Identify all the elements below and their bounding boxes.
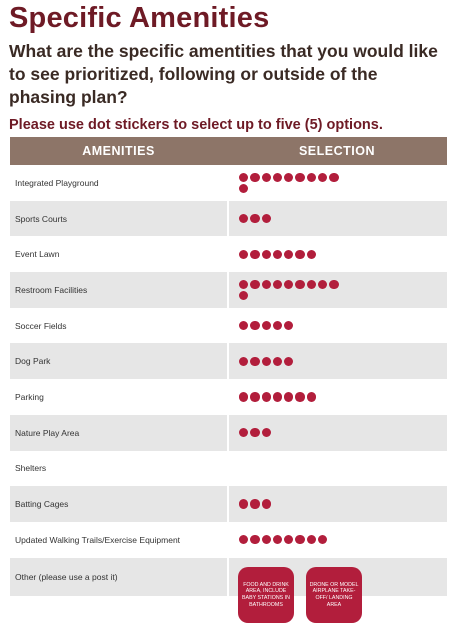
dot-sticker xyxy=(239,291,248,300)
dot-sticker xyxy=(239,535,248,544)
amenity-label: Event Lawn xyxy=(15,249,60,260)
dot-sticker xyxy=(250,173,259,182)
dot-sticker xyxy=(307,392,316,401)
dot-sticker xyxy=(250,321,259,330)
dot-sticker xyxy=(262,214,271,223)
dot-sticker xyxy=(273,280,282,289)
amenity-label: Integrated Playground xyxy=(15,177,99,188)
dot-sticker xyxy=(262,392,271,401)
dot-sticker xyxy=(307,535,316,544)
dot-sticker xyxy=(262,321,271,330)
post-it-note: DRONE OR MODEL AIRPLANE TAKE-OFF/ LANDING AREA xyxy=(306,567,362,623)
dot-sticker-group xyxy=(239,321,339,330)
column-header-amenities: AMENITIES xyxy=(82,144,155,158)
dot-sticker xyxy=(250,357,259,366)
dot-sticker xyxy=(239,250,248,259)
selection-cell xyxy=(227,165,447,201)
selection-cell xyxy=(227,236,447,272)
dot-sticker xyxy=(262,428,271,437)
dot-sticker xyxy=(250,280,259,289)
dot-sticker xyxy=(250,428,259,437)
table-row xyxy=(10,379,447,415)
amenity-label: Nature Play Area xyxy=(15,427,80,438)
table-row xyxy=(10,165,447,201)
dot-sticker xyxy=(273,535,282,544)
dot-sticker xyxy=(262,280,271,289)
selection-cell xyxy=(227,308,447,344)
dot-sticker xyxy=(284,357,293,366)
dot-sticker xyxy=(239,184,248,193)
amenity-label: Sports Courts xyxy=(15,213,67,224)
dot-sticker xyxy=(239,214,248,223)
amenity-label: Soccer Fields xyxy=(15,320,67,331)
table-row xyxy=(10,308,447,344)
dot-sticker xyxy=(284,280,293,289)
dot-sticker xyxy=(262,250,271,259)
selection-cell xyxy=(227,415,447,451)
dot-sticker xyxy=(329,173,338,182)
amenity-label: Parking xyxy=(15,391,44,402)
selection-cell xyxy=(227,272,447,308)
post-it-note: FOOD AND DRINK AREA, INCLUDE BABY STATIONS IN BATHROOMS xyxy=(238,567,294,623)
dot-sticker xyxy=(284,250,293,259)
dot-sticker xyxy=(273,392,282,401)
dot-sticker xyxy=(273,321,282,330)
dot-sticker-group xyxy=(239,357,339,366)
dot-sticker xyxy=(262,173,271,182)
dot-sticker xyxy=(239,280,248,289)
survey-question: What are the specific amentities that you would like to see prioritized, following or outside of the phasing plan? xyxy=(9,41,438,107)
table-row xyxy=(10,236,447,272)
dot-sticker xyxy=(284,321,293,330)
amenity-label: Batting Cages xyxy=(15,499,69,510)
amenity-label: Updated Walking Trails/Exercise Equipment xyxy=(15,534,181,545)
dot-sticker-group xyxy=(239,535,339,544)
amenity-label: Shelters xyxy=(15,463,47,474)
dot-sticker xyxy=(250,535,259,544)
dot-sticker xyxy=(239,428,248,437)
dot-sticker xyxy=(250,250,259,259)
dot-sticker xyxy=(250,214,259,223)
amenity-label: Dog Park xyxy=(15,356,51,367)
selection-cell xyxy=(227,343,447,379)
table-row xyxy=(10,415,447,451)
dot-sticker xyxy=(250,392,259,401)
dot-sticker xyxy=(239,173,248,182)
dot-sticker xyxy=(239,357,248,366)
dot-sticker-group xyxy=(239,392,339,401)
selection-cell xyxy=(227,486,447,522)
dot-sticker xyxy=(273,173,282,182)
dot-sticker xyxy=(273,357,282,366)
amenity-label: Restroom Facilities xyxy=(15,284,88,295)
table-row xyxy=(10,201,447,237)
table-row xyxy=(10,486,447,522)
dot-sticker xyxy=(239,321,248,330)
selection-cell xyxy=(227,522,447,558)
dot-sticker-group xyxy=(239,280,339,301)
table-header xyxy=(10,137,447,165)
dot-sticker xyxy=(307,173,316,182)
table-row xyxy=(10,522,447,558)
dot-sticker xyxy=(239,392,248,401)
amenities-table xyxy=(10,137,447,596)
dot-sticker xyxy=(284,173,293,182)
dot-sticker xyxy=(295,250,304,259)
dot-sticker xyxy=(295,535,304,544)
dot-sticker xyxy=(262,535,271,544)
dot-sticker-group xyxy=(239,428,339,437)
dot-sticker xyxy=(318,173,327,182)
dot-sticker xyxy=(262,357,271,366)
dot-sticker xyxy=(250,499,259,508)
dot-sticker xyxy=(284,392,293,401)
dot-sticker xyxy=(239,499,248,508)
dot-sticker xyxy=(307,250,316,259)
dot-sticker xyxy=(295,392,304,401)
dot-sticker xyxy=(318,280,327,289)
selection-cell xyxy=(227,201,447,237)
dot-sticker xyxy=(295,280,304,289)
amenity-label: Other (please use a post it) xyxy=(15,571,118,582)
dot-sticker xyxy=(295,173,304,182)
dot-sticker xyxy=(284,535,293,544)
page-title: Specific Amenities xyxy=(9,2,270,34)
table-row xyxy=(10,272,447,308)
table-row xyxy=(10,451,447,487)
dot-sticker xyxy=(273,250,282,259)
dot-sticker xyxy=(318,535,327,544)
selection-cell xyxy=(227,451,447,487)
column-header-selection: SELECTION xyxy=(298,144,376,158)
table-row xyxy=(10,558,447,596)
dot-sticker xyxy=(307,280,316,289)
dot-sticker-group xyxy=(239,250,339,259)
table-row xyxy=(10,343,447,379)
dot-sticker xyxy=(329,280,338,289)
instruction-text: Please use dot stickers to select up to five (5) options. xyxy=(9,117,383,133)
selection-cell xyxy=(227,379,447,415)
table-body xyxy=(10,165,447,596)
dot-sticker-group xyxy=(239,173,339,194)
dot-sticker xyxy=(262,499,271,508)
dot-sticker-group xyxy=(239,499,339,508)
dot-sticker-group xyxy=(239,214,339,223)
